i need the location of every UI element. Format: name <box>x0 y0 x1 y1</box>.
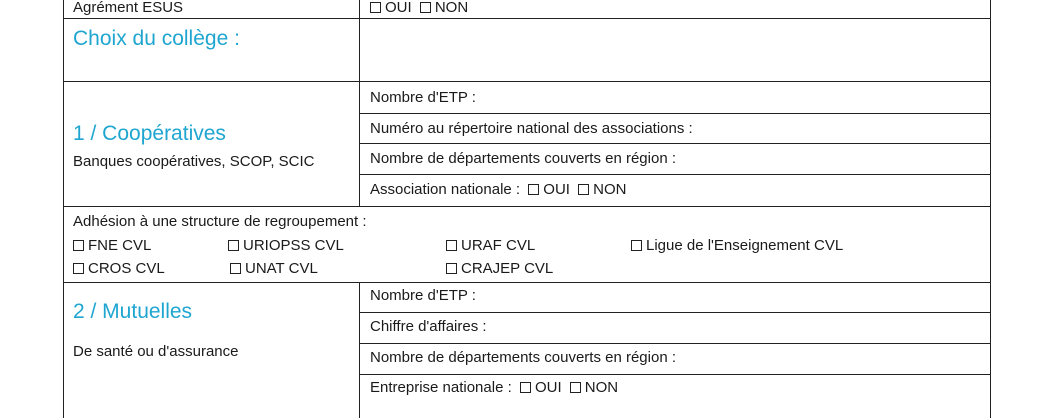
adhesion-title: Adhésion à une structure de regroupement : <box>73 213 367 230</box>
section2-field-ca[interactable]: Chiffre d'affaires : <box>370 318 487 335</box>
table-border-right <box>990 0 991 418</box>
esus-no-label: NON <box>434 0 469 16</box>
adhesion-option-uraf[interactable]: URAF CVL <box>446 237 535 255</box>
uriopss-checkbox[interactable] <box>228 240 239 251</box>
fne-checkbox[interactable] <box>73 240 84 251</box>
section1-title: 1 / Coopératives <box>73 122 226 145</box>
adhesion-option-ligue[interactable]: Ligue de l'Enseignement CVL <box>631 237 843 255</box>
esus-options <box>370 0 468 17</box>
cell-divider <box>359 312 991 313</box>
esus-label: Agrément ESUS <box>73 0 184 16</box>
cell-divider <box>359 374 991 375</box>
section2-no-checkbox[interactable] <box>570 382 581 393</box>
cell-divider <box>359 174 991 175</box>
row-divider <box>63 282 991 283</box>
section2-yes-checkbox[interactable] <box>520 382 531 393</box>
college-choice-cell[interactable] <box>360 19 990 81</box>
section1-field-repertoire[interactable]: Numéro au répertoire national des associations : <box>370 120 693 137</box>
table-border-left <box>63 0 64 418</box>
section2-national-label: Entreprise nationale : <box>370 379 512 396</box>
adhesion-option-unat[interactable]: UNAT CVL <box>230 260 318 278</box>
ligue-checkbox[interactable] <box>631 240 642 251</box>
cell-divider <box>359 143 991 144</box>
row-divider <box>63 81 991 82</box>
membership-form <box>63 0 991 418</box>
section2-subtitle: De santé ou d'assurance <box>73 343 239 360</box>
unat-checkbox[interactable] <box>230 263 241 274</box>
crajep-checkbox[interactable] <box>446 263 457 274</box>
adhesion-option-crajep[interactable]: CRAJEP CVL <box>446 260 553 278</box>
section2-yes-label: OUI <box>534 379 562 396</box>
section1-field-departements[interactable]: Nombre de départements couverts en région : <box>370 150 676 167</box>
section1-field-etp[interactable]: Nombre d'ETP : <box>370 89 476 106</box>
cell-divider <box>359 113 991 114</box>
section1-yes-checkbox[interactable] <box>528 184 539 195</box>
section2-field-etp[interactable]: Nombre d'ETP : <box>370 287 476 304</box>
section1-no-label: NON <box>593 181 627 198</box>
section2-title: 2 / Mutuelles <box>73 300 193 323</box>
adhesion-option-fne[interactable]: FNE CVL <box>73 237 151 255</box>
cell-divider <box>359 343 991 344</box>
section2-field-departements[interactable]: Nombre de départements couverts en région : <box>370 349 676 366</box>
section1-national <box>370 181 626 199</box>
uraf-checkbox[interactable] <box>446 240 457 251</box>
section1-no-checkbox[interactable] <box>578 184 589 195</box>
column-divider <box>359 282 360 418</box>
adhesion-option-uriopss[interactable]: URIOPSS CVL <box>228 237 344 255</box>
esus-yes-label: OUI <box>385 0 412 16</box>
cros-checkbox[interactable] <box>73 263 84 274</box>
section2-national <box>370 379 618 397</box>
esus-no-checkbox[interactable] <box>420 2 431 13</box>
section1-national-label: Association nationale : <box>370 181 521 198</box>
section2-no-label: NON <box>584 379 619 396</box>
section1-yes-label: OUI <box>543 181 570 198</box>
section1-subtitle: Banques coopératives, SCOP, SCIC <box>73 153 315 170</box>
college-title: Choix du collège : <box>73 27 240 50</box>
row-divider <box>63 206 991 207</box>
esus-yes-checkbox[interactable] <box>370 2 381 13</box>
adhesion-option-cros[interactable]: CROS CVL <box>73 260 165 278</box>
